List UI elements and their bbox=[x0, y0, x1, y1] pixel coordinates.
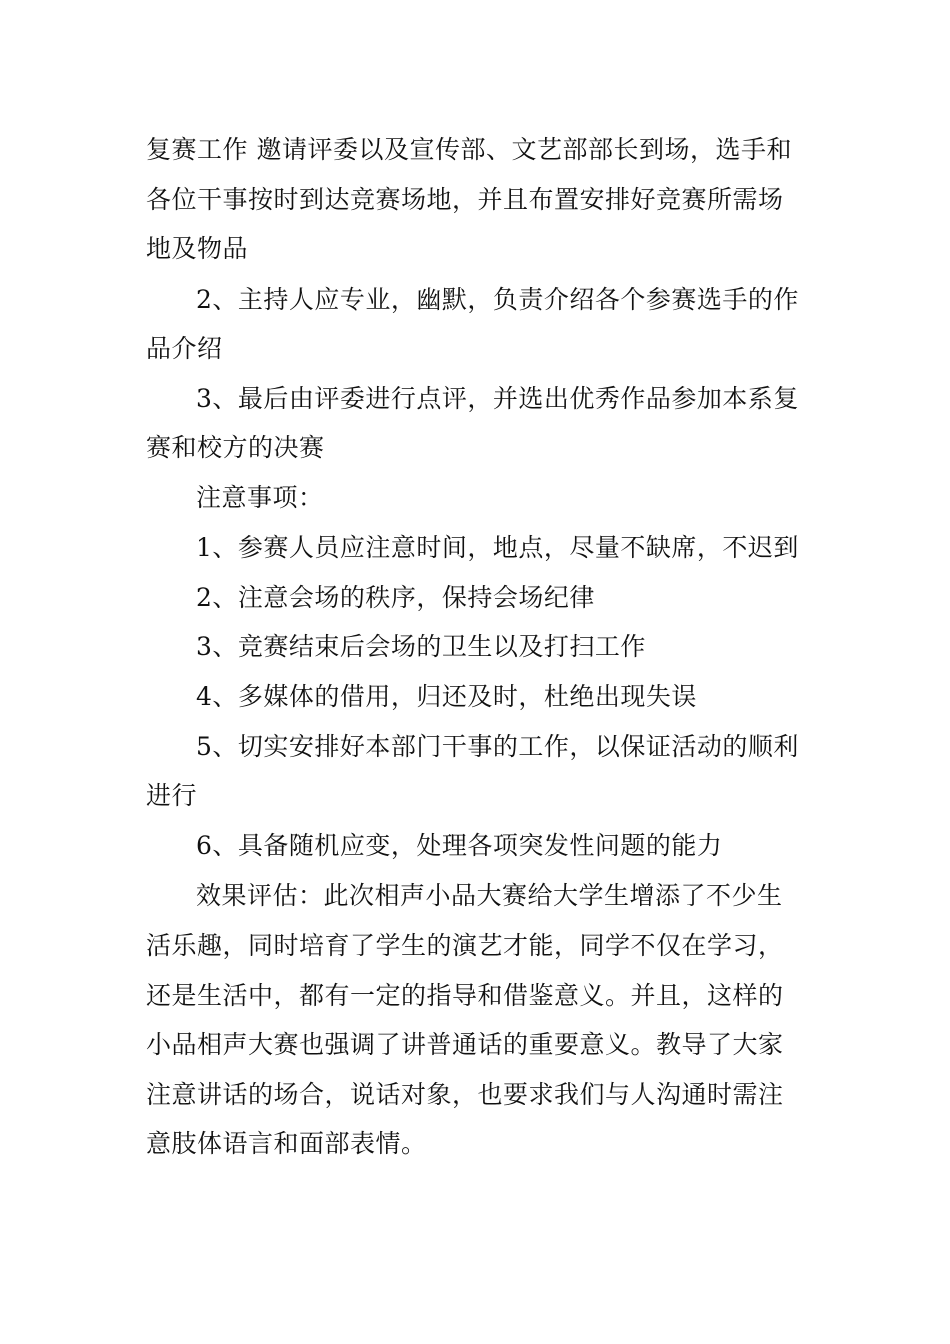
text-line: 各位干事按时到达竞赛场地，并且布置安排好竞赛所需场 bbox=[146, 185, 784, 214]
text-line: 3、竞赛结束后会场的卫生以及打扫工作 bbox=[196, 632, 646, 661]
text-line: 1、参赛人员应注意时间，地点，尽量不缺席，不迟到 bbox=[196, 533, 799, 562]
text-line: 注意讲话的场合，说话对象，也要求我们与人沟通时需注 bbox=[146, 1080, 784, 1109]
text-line: 4、多媒体的借用，归还及时，杜绝出现失误 bbox=[196, 682, 697, 711]
text-line: 6、具备随机应变，处理各项突发性问题的能力 bbox=[196, 831, 723, 860]
section-heading: 注意事项： bbox=[196, 483, 324, 512]
text-line: 活乐趣，同时培育了学生的演艺才能，同学不仅在学习， bbox=[146, 931, 784, 960]
text-line: 5、切实安排好本部门干事的工作，以保证活动的顺利 bbox=[196, 732, 799, 761]
text-line: 赛和校方的决赛 bbox=[146, 433, 325, 462]
text-line: 小品相声大赛也强调了讲普通话的重要意义。教导了大家 bbox=[146, 1030, 784, 1059]
text-line: 2、注意会场的秩序，保持会场纪律 bbox=[196, 583, 595, 612]
text-line: 地及物品 bbox=[146, 234, 249, 263]
text-line: 2、主持人应专业，幽默，负责介绍各个参赛选手的作 bbox=[196, 285, 799, 314]
text-line: 还是生活中，都有一定的指导和借鉴意义。并且，这样的 bbox=[146, 981, 784, 1010]
text-line: 品介绍 bbox=[146, 334, 223, 363]
text-line: 复赛工作 邀请评委以及宣传部、文艺部部长到场，选手和 bbox=[146, 135, 792, 164]
text-line: 效果评估：此次相声小品大赛给大学生增添了不少生 bbox=[196, 881, 783, 910]
text-line: 进行 bbox=[146, 781, 198, 810]
text-line: 意肢体语言和面部表情。 bbox=[146, 1129, 427, 1158]
text-line: 3、最后由评委进行点评，并选出优秀作品参加本系复 bbox=[196, 384, 799, 413]
